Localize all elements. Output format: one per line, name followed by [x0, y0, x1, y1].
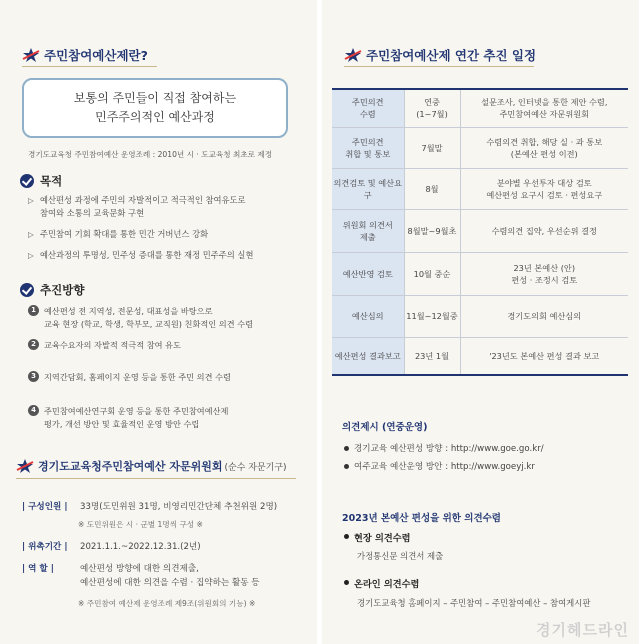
- direction-item-2-text: 교육수요자의 자발적 적극적 참여 유도: [44, 340, 181, 350]
- detail-cell: [460, 89, 628, 127]
- term-row: [22, 540, 312, 554]
- stage-cell: [332, 295, 404, 337]
- purpose-item-2-text: 주민참여 기회 확대를 통한 민간 거버넌스 강화: [40, 229, 209, 239]
- section-title-schedule: [344, 46, 536, 64]
- schedule-table: [332, 88, 628, 376]
- star-icon: [16, 458, 34, 474]
- detail-cell: [460, 295, 628, 337]
- purpose-item-1-line-2: 참여와 소통의 교육문화 구현: [40, 208, 145, 218]
- period-line: 10월 중순: [413, 268, 451, 279]
- check-icon: [20, 283, 34, 297]
- period-cell: [404, 127, 460, 168]
- direction-item-1-line-2: 교육 현장 (학교, 학생, 학부모, 교직원) 친화적인 의견 수렴: [44, 318, 254, 329]
- stage-line: 예산심의: [351, 311, 384, 321]
- purpose-item-3-text: 예산과정의 투명성, 민주성 증대를 통한 재정 민주주의 실현: [40, 250, 254, 260]
- title-underline: [22, 66, 157, 67]
- detail-line: (본예산 편성 이전): [510, 148, 578, 159]
- detail-cell: [460, 209, 628, 252]
- watermark-logo: 경기헤드라인: [536, 621, 629, 639]
- check-icon: [20, 174, 34, 188]
- stage-cell: [332, 89, 404, 127]
- schedule-title-text: 주민참여예산제 연간 추진 일정: [366, 48, 537, 63]
- period-line: 7월말: [421, 142, 443, 153]
- triangle-bullet-icon: ▷: [28, 251, 34, 260]
- purpose-item-1-line-1: 예산편성 과정에 주민의 자발적이고 적극적인 참여유도로: [40, 195, 246, 205]
- triangle-bullet-icon: ▷: [28, 196, 34, 205]
- detail-cell: [460, 127, 628, 168]
- direction-item-4: [28, 405, 298, 430]
- period-cell: [404, 337, 460, 375]
- composition-value: 33명(도민위원 31명, 비영리민간단체 추천위원 2명): [80, 502, 278, 512]
- stage-cell: [332, 252, 404, 295]
- committee-underline: [16, 478, 296, 479]
- direction-item-1: [28, 305, 298, 330]
- number-badge: 2: [28, 339, 39, 350]
- term-key: | 위촉기간 |: [22, 542, 68, 552]
- stage-cell: [332, 127, 404, 168]
- stage-line: 수렴: [359, 109, 376, 120]
- opinion-link-goe[interactable]: 경기교육 예산편성 방향 : http://www.goe.go.kr/: [342, 442, 544, 454]
- period-line: 23년 1월: [414, 350, 450, 361]
- direction-item-3-text: 지역간담회, 홈페이지 운영 등을 통한 주민 의견 수렴: [44, 372, 231, 382]
- opinion-heading: 의견제시 (연중운영): [342, 422, 428, 433]
- number-badge: 3: [28, 371, 39, 382]
- detail-line: 분야별 우선투자 대상 검토: [496, 177, 592, 188]
- direction-item-2: [28, 339, 298, 352]
- role-note: ※ 주민참여 예산제 운영조례 제9조(위원회의 기능) ※: [78, 599, 256, 608]
- stage-line: 주민의견: [351, 97, 384, 108]
- number-badge: 1: [28, 305, 39, 316]
- detail-line: 경기도의회 예산심의: [507, 311, 582, 321]
- direction-item-1-line-1: 예산편성 전 지역성, 전문성, 대표성을 바탕으로: [44, 306, 213, 316]
- direction-heading-text: 추진방향: [40, 283, 85, 297]
- table-row: [332, 89, 628, 127]
- detail-line: 설문조사, 인터넷을 통한 제안 수렴,: [481, 97, 608, 108]
- purpose-item-2: [28, 228, 298, 241]
- detail-line: 예산편성 요구시 검토 · 편성요구: [486, 189, 603, 200]
- period-cell: [404, 89, 460, 127]
- online-collect-text: 경기도교육청 홈페이지 – 주민참여 – 주민참여예산 – 참여게시판: [357, 598, 591, 608]
- committee-title-text: 경기도교육청주민참여예산 자문위원회: [38, 460, 223, 473]
- detail-cell: [460, 168, 628, 209]
- stage-line: 취합 및 통보: [345, 148, 391, 159]
- period-cell: [404, 252, 460, 295]
- table-row: [332, 168, 628, 209]
- role-row: [22, 562, 312, 590]
- purpose-heading: [20, 173, 62, 189]
- detail-line: 수렴의견 집약, 우선순위 결정: [491, 225, 597, 236]
- purpose-item-1: [28, 194, 298, 220]
- field-collect-text: 가정통신문 의견서 제출: [357, 551, 444, 561]
- stage-line: 예산편성 결과보고: [334, 350, 401, 361]
- table-row: [332, 295, 628, 337]
- period-line: (1~7월): [416, 109, 448, 120]
- triangle-bullet-icon: ▷: [28, 230, 34, 239]
- definition-line-2: 민주주의적인 예산과정: [95, 110, 215, 124]
- direction-item-4-line-1: 주민참여예산연구회 운영 등을 통한 주민참여예산제: [44, 406, 229, 416]
- period-line: 연중: [424, 97, 440, 108]
- detail-cell: [460, 337, 628, 375]
- period-cell: [404, 295, 460, 337]
- composition-note: ※ 도민위원은 시 · 군별 1명씩 구성 ※: [78, 520, 203, 529]
- definition-box: [22, 78, 288, 138]
- direction-item-3: [28, 371, 298, 384]
- purpose-item-3: [28, 249, 298, 262]
- role-line-2: 예산편성에 대한 의견을 수렴 · 집약하는 활동 등: [80, 578, 260, 588]
- period-line: 8월말~9월초: [407, 225, 457, 236]
- online-collect-title: 온라인 의견수렴: [342, 576, 419, 590]
- stage-line: 의견검토 및 예산요구: [333, 177, 402, 200]
- period-line: 11월~12월중: [406, 311, 458, 321]
- opinion-link-goeyj[interactable]: 여주교육 예산운영 방안 : http://www.goeyj.kr: [342, 460, 535, 472]
- collect-heading: 2023년 본예산 편성을 위한 의견수렴: [342, 513, 501, 524]
- stage-line: 제출: [359, 231, 376, 242]
- role-key: | 역 할 |: [22, 564, 54, 574]
- right-panel: [322, 0, 639, 644]
- left-panel: [0, 0, 317, 644]
- purpose-heading-text: 목적: [40, 174, 63, 188]
- table-row: [332, 127, 628, 168]
- schedule-underline: [344, 66, 534, 67]
- composition-row: [22, 500, 312, 514]
- committee-title: [16, 458, 287, 474]
- term-value: 2021.1.1.~2022.12.31.(2년): [80, 542, 201, 552]
- stage-line: 예산반영 검토: [342, 268, 393, 279]
- direction-item-4-line-2: 평가, 개선 방안 및 효율적인 운영 방안 수립: [44, 418, 200, 429]
- detail-line: '23년도 본예산 편성 결과 보고: [489, 350, 600, 361]
- period-cell: [404, 209, 460, 252]
- role-value: [80, 562, 310, 590]
- detail-cell: [460, 252, 628, 295]
- stage-line: 위원회 의견서: [342, 219, 393, 230]
- star-icon: [22, 47, 40, 63]
- stage-cell: [332, 209, 404, 252]
- table-row: [332, 252, 628, 295]
- stage-line: 주민의견: [351, 136, 384, 147]
- table-row: [332, 337, 628, 375]
- number-badge: 4: [28, 405, 39, 416]
- composition-key: | 구성인원 |: [22, 502, 68, 512]
- section-title-what-is: [22, 46, 148, 64]
- star-icon: [344, 47, 362, 63]
- period-cell: [404, 168, 460, 209]
- detail-line: 편성 · 조정시 검토: [511, 274, 578, 285]
- detail-line: 23년 본예산 (안): [513, 262, 576, 273]
- section-title-text: 주민참여예산제란?: [44, 48, 148, 63]
- committee-title-sub: (순수 자문기구): [224, 462, 287, 473]
- period-line: 8월: [425, 183, 439, 194]
- detail-line: 주민참여예산 자문위원회: [499, 109, 590, 120]
- ordinance-note: 경기도교육청 주민참여예산 운영조례 : 2010년 시 · 도교육청 최초로 제정: [28, 150, 273, 159]
- table-row: [332, 209, 628, 252]
- definition-line-1: 보통의 주민들이 직접 참여하는: [73, 91, 237, 105]
- stage-cell: [332, 337, 404, 375]
- stage-cell: [332, 168, 404, 209]
- field-collect-title: 현장 의견수렴: [342, 530, 410, 544]
- direction-heading: [20, 282, 84, 298]
- detail-line: 수렴의견 취합, 해당 실 · 과 통보: [486, 136, 603, 147]
- role-line-1: 예산편성 방향에 대한 의견제출,: [80, 564, 199, 574]
